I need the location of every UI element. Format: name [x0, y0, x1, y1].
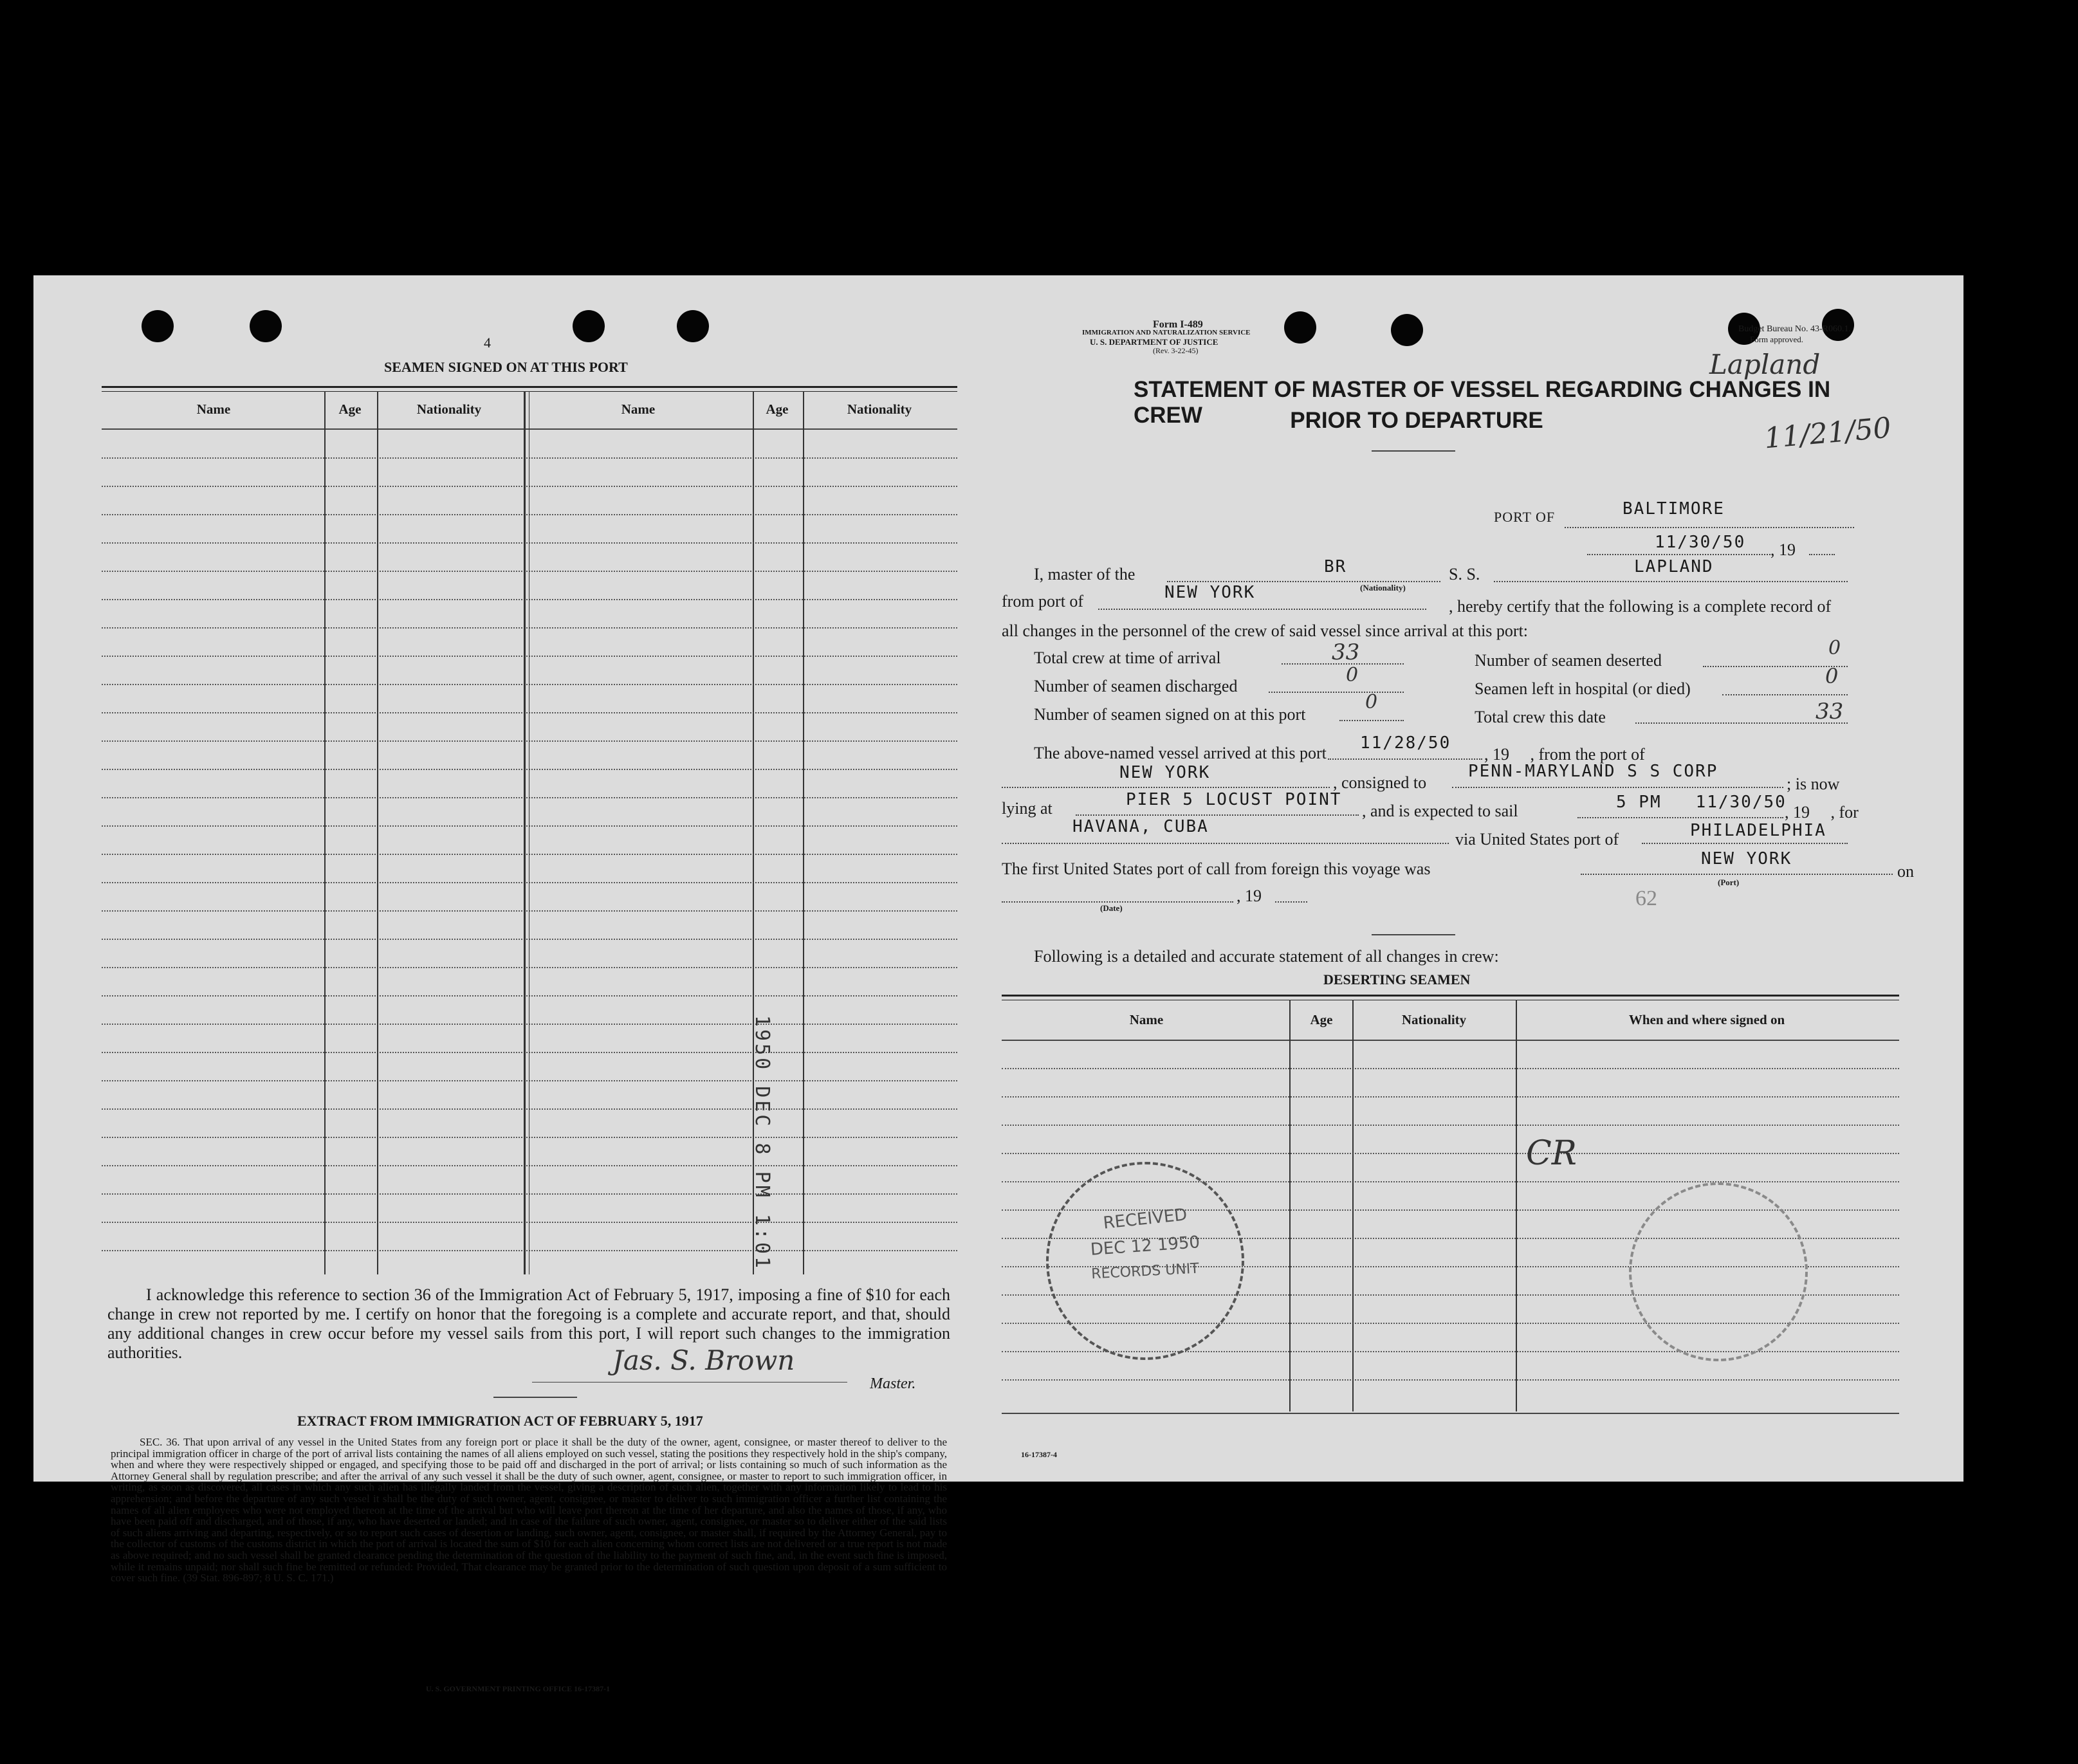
- handwritten-date: 11/21/50: [1763, 411, 1893, 455]
- following-text: Following is a detailed and accurate statement of all changes in crew:: [1034, 947, 1499, 966]
- punch-hole: [1391, 314, 1423, 346]
- discharged-label: Number of seamen discharged: [1034, 677, 1238, 695]
- is-now: ; is now: [1787, 775, 1840, 793]
- stamp-unit: RECORDS UNIT: [1090, 1260, 1200, 1283]
- table-row: [102, 1080, 957, 1081]
- form-title-line2: PRIOR TO DEPARTURE: [1290, 408, 1543, 433]
- deserting-col-name: Name: [1129, 1012, 1164, 1027]
- extract-title: EXTRACT FROM IMMIGRATION ACT OF FEBRUARY 5, 1917: [297, 1413, 703, 1429]
- page-number: 4: [484, 335, 491, 351]
- table-row: [102, 854, 957, 855]
- stamp-date: DEC 12 1950: [1089, 1233, 1201, 1260]
- table-row: [1002, 1125, 1899, 1126]
- table-row: [102, 882, 957, 883]
- table-row: [1002, 1068, 1899, 1069]
- form-id: Form I-489: [1153, 319, 1203, 330]
- expected-sail-label: , and is expected to sail: [1362, 802, 1518, 820]
- punch-hole: [1284, 311, 1316, 344]
- hospital-count: 0: [1825, 664, 1839, 688]
- agency-line2: U. S. DEPARTMENT OF JUSTICE: [1090, 337, 1218, 347]
- nationality-label: (Nationality): [1360, 583, 1406, 593]
- master-of-label: I, master of the: [1034, 565, 1136, 583]
- port-sublabel: (Port): [1718, 877, 1740, 887]
- table-row: [102, 1193, 957, 1195]
- table-row: [102, 995, 957, 997]
- certify-text: , hereby certify that the following is a complete record of: [1449, 597, 1832, 616]
- from-port-label: from port of: [1002, 592, 1084, 611]
- table-row: [102, 712, 957, 713]
- from-port-value: NEW YORK: [1164, 583, 1256, 602]
- col-header-age: Age: [338, 401, 362, 417]
- table-row: [102, 684, 957, 685]
- table-row: [1002, 1379, 1899, 1381]
- table-row: [102, 627, 957, 629]
- table-row: [102, 740, 957, 742]
- stamp-received: RECEIVED: [1102, 1205, 1188, 1233]
- table-row: [102, 1165, 957, 1166]
- total-crew-arrival: 33: [1332, 639, 1360, 665]
- form-number: 16-17387-4: [1021, 1450, 1057, 1459]
- arrived-from: NEW YORK: [1119, 763, 1211, 782]
- deserting-col-age: Age: [1310, 1012, 1333, 1027]
- table-row: [1002, 1096, 1899, 1098]
- punch-hole: [677, 310, 709, 342]
- via-label: via United States port of: [1455, 830, 1619, 849]
- certify-text-2: all changes in the personnel of the crew of said vessel since arrival at this port:: [1002, 621, 1529, 640]
- deserting-title: DESERTING SEAMEN: [1323, 971, 1471, 988]
- port-of-label: PORT OF: [1494, 509, 1556, 525]
- vessel-name: LAPLAND: [1634, 557, 1714, 576]
- via-port: PHILADELPHIA: [1690, 821, 1826, 840]
- form-approved: Form approved.: [1750, 335, 1804, 344]
- total-crew-today: 33: [1816, 699, 1844, 724]
- acknowledgment-text: I acknowledge this reference to section 36 of the Immigration Act of February 5, 1917, imposing a fine of $10 for each change in crew not reported by me. I certify on honor that the foregoing is a complete and accurate report, and that, should any additional changes in crew occur before my vessel sails from this port, I will report such changes to the immigration authorities.: [107, 1285, 950, 1362]
- master-label: Master.: [870, 1375, 916, 1392]
- table-row: [102, 1137, 957, 1138]
- col-header-nationality: Nationality: [416, 401, 482, 417]
- table-row: [102, 1052, 957, 1053]
- section-title: SEAMEN SIGNED ON AT THIS PORT: [384, 359, 628, 375]
- right-page: [998, 275, 1963, 1482]
- table-row: [102, 1108, 957, 1110]
- deserted-count: 0: [1828, 637, 1841, 659]
- table-row: [102, 486, 957, 487]
- table-row: [102, 1222, 957, 1223]
- year-suffix: , 19: [1237, 887, 1262, 905]
- lying-at-value: PIER 5 LOCUST POINT: [1126, 790, 1342, 809]
- year-prefix: , 19: [1770, 540, 1796, 559]
- table-row: [102, 542, 957, 544]
- consigned-label: , consigned to: [1333, 773, 1427, 792]
- left-page: [33, 275, 998, 1693]
- punch-hole: [250, 310, 282, 342]
- table-row: [102, 910, 957, 912]
- document-sheet: [33, 275, 1963, 1693]
- total-crew-arrival-label: Total crew at time of arrival: [1034, 648, 1221, 667]
- punch-hole: [573, 310, 605, 342]
- sail-time: 5 PM 11/30/50: [1616, 793, 1787, 812]
- table-row: [102, 967, 957, 968]
- date-value: 11/30/50: [1655, 533, 1746, 552]
- revision: (Rev. 3-22-45): [1153, 346, 1199, 355]
- deserting-col-nationality: Nationality: [1401, 1012, 1467, 1027]
- handwritten-vessel-name: Lapland: [1709, 349, 1821, 380]
- table-row: [102, 457, 957, 459]
- faint-round-stamp: [1629, 1182, 1808, 1361]
- table-row: [102, 825, 957, 827]
- table-row: [102, 571, 957, 572]
- for-label: , 19 , for: [1785, 803, 1859, 822]
- table-row: [102, 1250, 957, 1251]
- arrived-date: 11/28/50: [1360, 733, 1451, 753]
- lying-at-label: lying at: [1002, 799, 1053, 818]
- table-row: [102, 1024, 957, 1025]
- deserted-label: Number of seamen deserted: [1475, 651, 1662, 670]
- handwritten-initials: CR: [1526, 1134, 1577, 1173]
- arrived-label: The above-named vessel arrived at this port: [1034, 744, 1327, 762]
- total-crew-today-label: Total crew this date: [1475, 708, 1606, 726]
- on-label: on: [1897, 862, 1914, 881]
- date-sublabel: (Date): [1100, 903, 1123, 913]
- from-the-port-label: , 19 , from the port of: [1484, 745, 1645, 764]
- consignee: PENN-MARYLAND S S CORP: [1468, 762, 1718, 781]
- master-signature: Jas. S. Brown: [612, 1345, 795, 1376]
- table-row: [102, 769, 957, 770]
- discharged-count: 0: [1346, 664, 1359, 686]
- col-header-age: Age: [766, 401, 789, 417]
- received-stamp: [1046, 1162, 1244, 1360]
- time-stamp: 1950 DEC 8 PM 1:01: [751, 1015, 773, 1271]
- agency-line1: IMMIGRATION AND NATURALIZATION SERVICE: [1082, 329, 1251, 336]
- budget-bureau: Budget Bureau No. 43-R060.1.: [1738, 324, 1851, 334]
- port-of-value: BALTIMORE: [1623, 499, 1725, 519]
- extract-text: SEC. 36. That upon arrival of any vessel in the United States from any foreign port or place it shall be the duty of the owner, agent, consignee, or master thereof to deliver to the principal immigration officer in charge of the port of arrival lists containing the names of all aliens employed on such vessel, stating the positions they respectively hold in the ship's company, when and where they were respectively shipped or engaged, and specifying those to be paid off and discharged in the port of arrival; or lists containing so much of such information as the Attorney General shall by regulation prescribe; and after the arrival of any such vessel it shall be the duty of such owner, agent, consignee, or master to report to such immigration officer, in writing, as soon as discovered, all cases in which any such alien has illegally landed from the vessel, giving a description of such alien, together with any information likely to lead to his apprehension; and before the departure of any such vessel it shall be the duty of such owner, agent, consignee, or master to deliver to such immigration officer a further list containing the names of all alien employees who were not employed thereon at the time of the arrival but who will leave port thereon at the time of her departure, and also the names of those, if any, who have been paid off and discharged, and of those, if any, who have deserted or landed; and in case of the failure of such owner, agent, consignee, or master so to deliver either of the said lists of such aliens arriving and departing, respectively, or so to report such cases of desertion or landing, such owner, agent, consignee, or master shall, if required by the Attorney General, pay to the collector of customs of the customs district in which the port of arrival is located the sum of $10 for each alien concerning whom correct lists are not delivered or a true report is not made as above required; and no such vessel shall be granted clearance pending the determination of the question of the liability to the payment of such fine, and, in the event such fine is imposed, while it remains unpaid; nor shall such fine be remitted or refunded: Provided, That clearance may be granted prior to the determination of such question upon deposit of a sum sufficient to cover such fine. (39 Stat. 896-897; 8 U. S. C. 171.): [111, 1436, 947, 1585]
- table-row: [1002, 1153, 1899, 1154]
- table-row: [102, 939, 957, 940]
- ss-label: S. S.: [1449, 565, 1480, 583]
- punch-hole: [142, 310, 174, 342]
- col-header-name: Name: [621, 401, 656, 417]
- folio-number: 62: [1635, 887, 1657, 910]
- table-row: [102, 514, 957, 515]
- form-title-line1: STATEMENT OF MASTER OF VESSEL REGARDING CHANGES IN CREW: [1134, 377, 1831, 428]
- nationality-value: BR: [1324, 557, 1347, 576]
- table-row: [102, 656, 957, 657]
- table-row: [102, 797, 957, 798]
- first-port: NEW YORK: [1701, 849, 1792, 868]
- table-row: [102, 599, 957, 600]
- signed-on-label: Number of seamen signed on at this port: [1034, 705, 1306, 724]
- destination: HAVANA, CUBA: [1072, 817, 1209, 836]
- printing-office: U. S. GOVERNMENT PRINTING OFFICE 16-17387-1: [426, 1684, 611, 1693]
- col-header-name: Name: [196, 401, 231, 417]
- hospital-label: Seamen left in hospital (or died): [1475, 679, 1691, 698]
- col-header-nationality: Nationality: [847, 401, 912, 417]
- signed-on-count: 0: [1365, 691, 1378, 713]
- first-port-label: The first United States port of call from foreign this voyage was: [1002, 859, 1431, 878]
- deserting-col-signed-on: When and where signed on: [1628, 1012, 1785, 1027]
